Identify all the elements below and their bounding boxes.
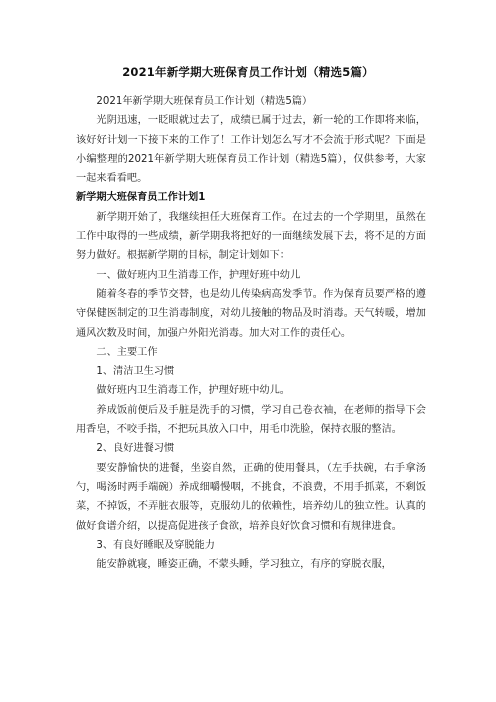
paragraph: 做好班内卫生消毒工作，护理好班中幼儿。 <box>96 385 290 397</box>
paragraph: 养成饭前便后及手脏是洗手的习惯，学习自己卷衣袖，在老师的指导下会用香皂，不咬手指，不把玩具放入口中，用毛巾洗脸，保持衣服的整洁。 <box>76 404 426 436</box>
paragraph: 2、良好进餐习惯 <box>96 443 175 455</box>
paragraph: 随着冬春的季节交替，也是幼儿传染病高发季节。作为保育员要严格的遵守保健医制定的卫生消毒制度，对幼儿接触的物品及时消毒。天气转暖，增加通风次数及时间，加强户外阳光消毒。加大对工作的责任心。 <box>76 288 426 339</box>
paragraph: 新学期开始了，我继续担任大班保育工作。在过去的一个学期里，虽然在工作中取得的一些成绩，新学期我将把好的一面继续发展下去，将不足的方面努力做好。根据新学期的目标，制定计划如下： <box>76 211 426 262</box>
section-heading: 新学期大班保育员工作计划1 <box>76 192 206 204</box>
document-subtitle: 2021年新学期大班保育员工作计划（精选5篇） <box>96 96 313 107</box>
paragraph: 二、主要工作 <box>96 346 158 358</box>
paragraph: 要安静愉快的进餐，坐姿自然，正确的使用餐具，（左手扶碗，右手拿汤勺，喝汤时两手端碗）养成细嚼慢咽，不挑食，不浪费，不用手抓菜，不剩饭菜，不掉饭，不弄脏衣服等，克服幼儿的依赖性，培养幼儿的独立性。认真的做好食谱介绍，以提高促进孩子食欲，培养良好饮食习惯和有规律进食。 <box>76 462 426 532</box>
paragraph: 一、做好班内卫生消毒工作，护理好班中幼儿 <box>96 269 301 281</box>
paragraph: 能安静就寝，睡姿正确，不蒙头睡，学习独立，有序的穿脱衣服， <box>96 559 392 571</box>
document-title: 2021年新学期大班保育员工作计划（精选5篇） <box>122 65 374 79</box>
paragraph: 3、有良好睡眠及穿脱能力 <box>96 539 215 551</box>
intro-paragraph: 光阴迅速，一眨眼就过去了，成绩已属于过去，新一轮的工作即将来临，该好好计划一下接下来的工作了！工作计划怎么写才不会流于形式呢？下面是小编整理的2021年新学期大班保育员工作计划（精选5篇），仅供参考，大家一起来看看吧。 <box>76 115 426 185</box>
document-body <box>76 92 426 574</box>
paragraph: 1、清洁卫生习惯 <box>96 366 175 378</box>
